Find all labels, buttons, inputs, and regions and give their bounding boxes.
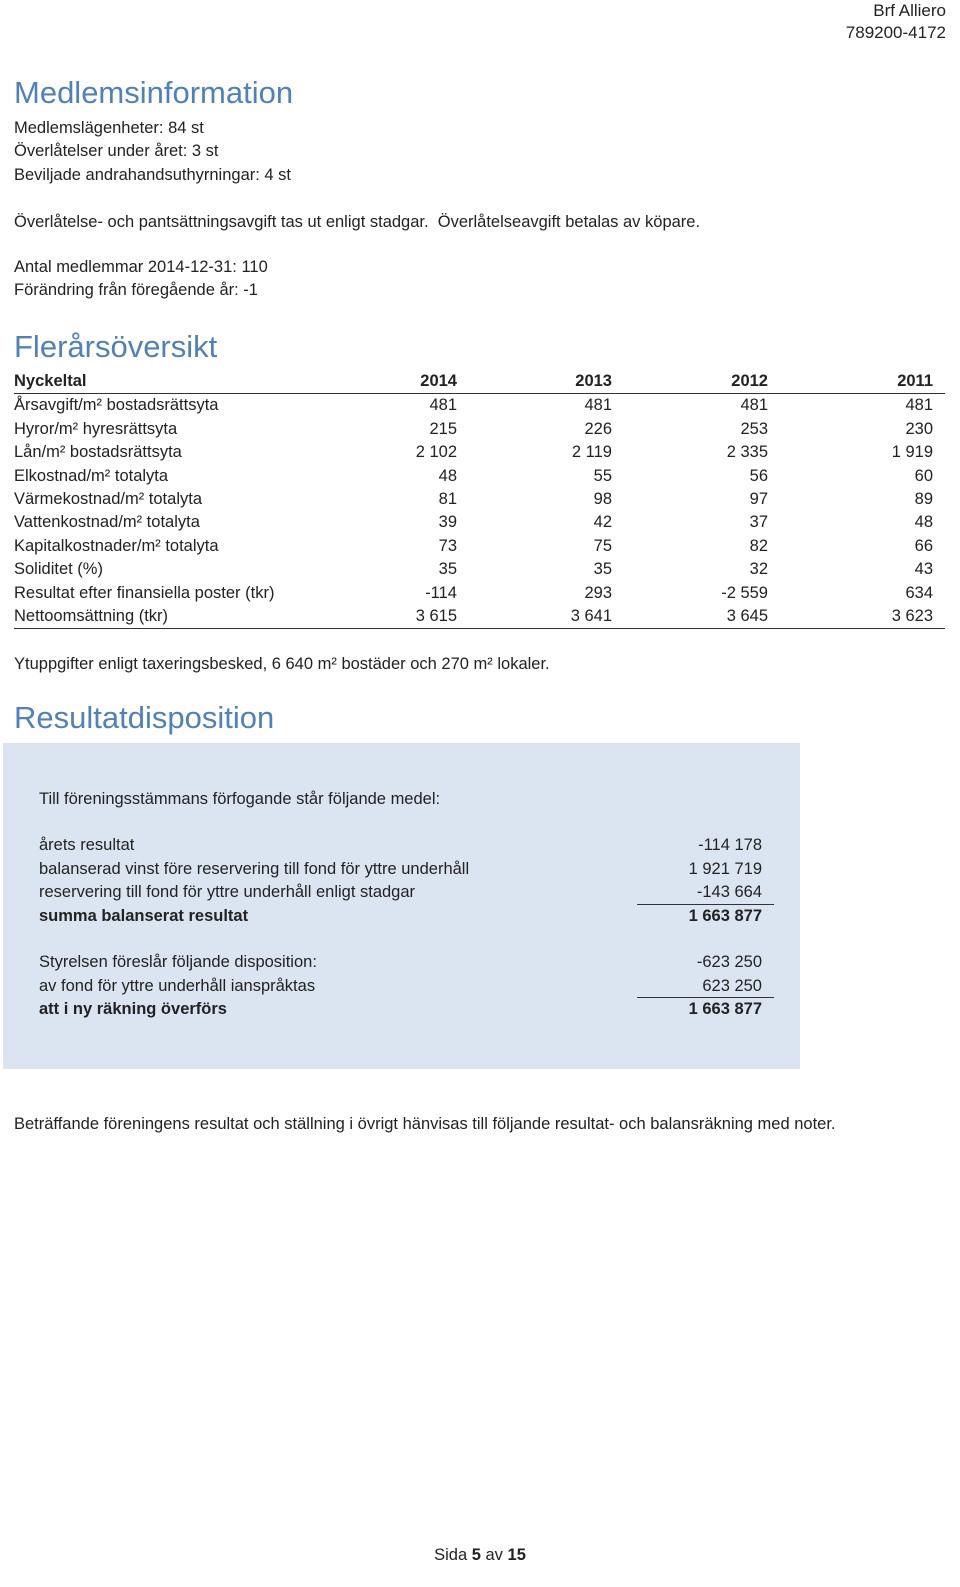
table-cell: 35 — [438, 560, 457, 579]
row-label: Värmekostnad/m² totalyta — [14, 490, 202, 509]
table-cell: 60 — [914, 466, 933, 485]
table-row — [14, 582, 945, 605]
disp-value: -114 178 — [698, 836, 762, 854]
table-cell: 2 102 — [415, 443, 457, 462]
table-row — [14, 441, 945, 464]
disp-value: 623 250 — [637, 975, 774, 999]
row-label: Lån/m² bostadsrättsyta — [14, 443, 182, 462]
table-cell: 2 335 — [726, 443, 768, 462]
table-cell: 3 641 — [469, 605, 624, 629]
table-row — [14, 511, 945, 534]
table-cell: 226 — [584, 419, 612, 438]
column-header: 2011 — [780, 370, 945, 394]
table-cell: -2 559 — [721, 583, 768, 602]
table-row — [14, 605, 945, 629]
table-cell: 2 119 — [571, 443, 612, 462]
row-label: Soliditet (%) — [14, 560, 103, 579]
table-cell: 81 — [438, 490, 457, 509]
table-cell: 481 — [584, 396, 612, 415]
table-cell: 48 — [438, 466, 457, 485]
disp-label: summa balanserat resultat — [39, 906, 249, 925]
table-cell: 634 — [905, 583, 933, 602]
disp-row — [39, 858, 774, 882]
table-row — [14, 394, 945, 418]
disp-label: reservering till fond för yttre underhåll enligt stadgar — [39, 883, 416, 901]
disp-row — [39, 834, 774, 858]
table-cell: 3 615 — [334, 605, 469, 629]
table-cell: 481 — [429, 396, 457, 415]
table-cell: 3 645 — [624, 605, 780, 629]
document-header — [846, 0, 946, 44]
table-cell: 55 — [593, 466, 612, 485]
column-header: 2014 — [334, 370, 469, 394]
table-cell: 37 — [749, 513, 768, 532]
row-label: Resultat efter finansiella poster (tkr) — [14, 583, 275, 602]
row-label: Elkostnad/m² totalyta — [14, 466, 169, 485]
table-row — [14, 558, 945, 581]
row-label: Hyror/m² hyresrättsyta — [14, 419, 178, 438]
disp-row — [39, 975, 774, 999]
disp-value: -623 250 — [696, 953, 762, 971]
disp-row-total — [39, 998, 774, 1022]
table-cell: 73 — [438, 536, 457, 555]
medlems-line: Beviljade andrahandsuthyrningar: 4 st — [14, 165, 292, 184]
table-cell: 3 623 — [780, 605, 945, 629]
table-cell: 98 — [593, 490, 612, 509]
company-name: Brf Alliero — [873, 1, 946, 20]
disp-label: balanserad vinst före reservering till fond för yttre underhåll — [39, 859, 470, 878]
table-row — [14, 465, 945, 488]
disp-label: Styrelsen föreslår följande disposition: — [39, 953, 317, 971]
disp-label: att i ny räkning överförs — [39, 1000, 227, 1018]
table-row — [14, 488, 945, 511]
disp-value: 1 921 719 — [688, 859, 762, 878]
table-cell: 32 — [749, 560, 768, 579]
page-footer — [0, 1546, 960, 1565]
table-cell: 293 — [584, 583, 612, 602]
footer-total: 15 — [507, 1546, 526, 1564]
table-cell: 75 — [593, 536, 612, 555]
disp-label: av fond för yttre underhåll ianspråktas — [39, 976, 316, 995]
column-header: 2012 — [624, 370, 780, 394]
table-cell: 97 — [749, 490, 768, 509]
column-header: Nyckeltal — [14, 370, 334, 394]
table-cell: 230 — [905, 419, 933, 438]
footer-of: av — [485, 1546, 503, 1564]
table-cell: 215 — [429, 419, 457, 438]
yt-note: Ytuppgifter enligt taxeringsbesked, 6 640 m² bostäder och 270 m² lokaler. — [14, 655, 550, 673]
table-cell: 481 — [740, 396, 768, 415]
medlems-lines — [14, 117, 291, 187]
table-cell: 43 — [914, 560, 933, 579]
table-row — [14, 535, 945, 558]
medlemmar-lines — [14, 256, 268, 303]
disp-value: -143 664 — [637, 881, 774, 905]
medlems-line: Medlemslägenheter: 84 st — [14, 119, 204, 137]
column-header: 2013 — [469, 370, 624, 394]
table-cell: 66 — [914, 536, 933, 555]
table-cell: 1 919 — [891, 443, 933, 462]
table-cell: 42 — [593, 513, 612, 532]
row-label: Vattenkostnad/m² totalyta — [14, 513, 200, 532]
table-cell: 481 — [905, 396, 933, 415]
row-label: Kapitalkostnader/m² totalyta — [14, 536, 219, 555]
table-cell: -114 — [425, 583, 457, 602]
disp-intro — [39, 788, 774, 812]
footer-page: 5 — [471, 1546, 481, 1564]
table-cell: 39 — [438, 513, 457, 532]
disp-label: årets resultat — [39, 836, 135, 854]
org-number: 789200-4172 — [845, 23, 946, 42]
disp-row — [39, 951, 774, 975]
table-cell: 48 — [914, 513, 933, 532]
row-label: Nettoomsättning (tkr) — [14, 605, 334, 629]
medlemmar-line: Förändring från föregående år: -1 — [14, 281, 258, 300]
section-title-resultatdisposition: Resultatdisposition — [14, 700, 275, 735]
table-cell: 82 — [749, 536, 768, 555]
table-cell: 253 — [740, 419, 768, 438]
table-cell: 56 — [749, 466, 768, 485]
section-title-medlemsinformation: Medlemsinformation — [14, 75, 294, 110]
disp-intro-text: Till föreningsstämmans förfogande står följande medel: — [39, 790, 441, 808]
nyckeltal-table — [14, 370, 945, 629]
table-row — [14, 418, 945, 441]
disp-row — [39, 881, 774, 905]
medlems-line: Överlåtelser under året: 3 st — [14, 142, 219, 161]
table-header-row — [14, 370, 945, 394]
table-cell: 35 — [593, 560, 612, 579]
disp-group-2 — [39, 951, 774, 1022]
footer-prefix: Sida — [434, 1546, 468, 1564]
disp-value: 1 663 877 — [688, 1000, 762, 1018]
avgift-note: Överlåtelse- och pantsättningsavgift tas ut enligt stadgar. Överlåtelseavgift betalas av köpare. — [14, 213, 701, 231]
medlemmar-line: Antal medlemmar 2014-12-31: 110 — [14, 258, 268, 276]
row-label: Årsavgift/m² bostadsrättsyta — [14, 396, 219, 415]
disp-value: 1 663 877 — [688, 906, 762, 925]
disp-group-1 — [39, 834, 774, 928]
section-title-flerarsoversikt: Flerårsöversikt — [14, 329, 218, 364]
table-cell: 89 — [914, 490, 933, 509]
disp-row-total — [39, 905, 774, 929]
closing-text: Beträffande föreningens resultat och ställning i övrigt hänvisas till följande resultat- och balansräkning med noter. — [14, 1115, 836, 1133]
